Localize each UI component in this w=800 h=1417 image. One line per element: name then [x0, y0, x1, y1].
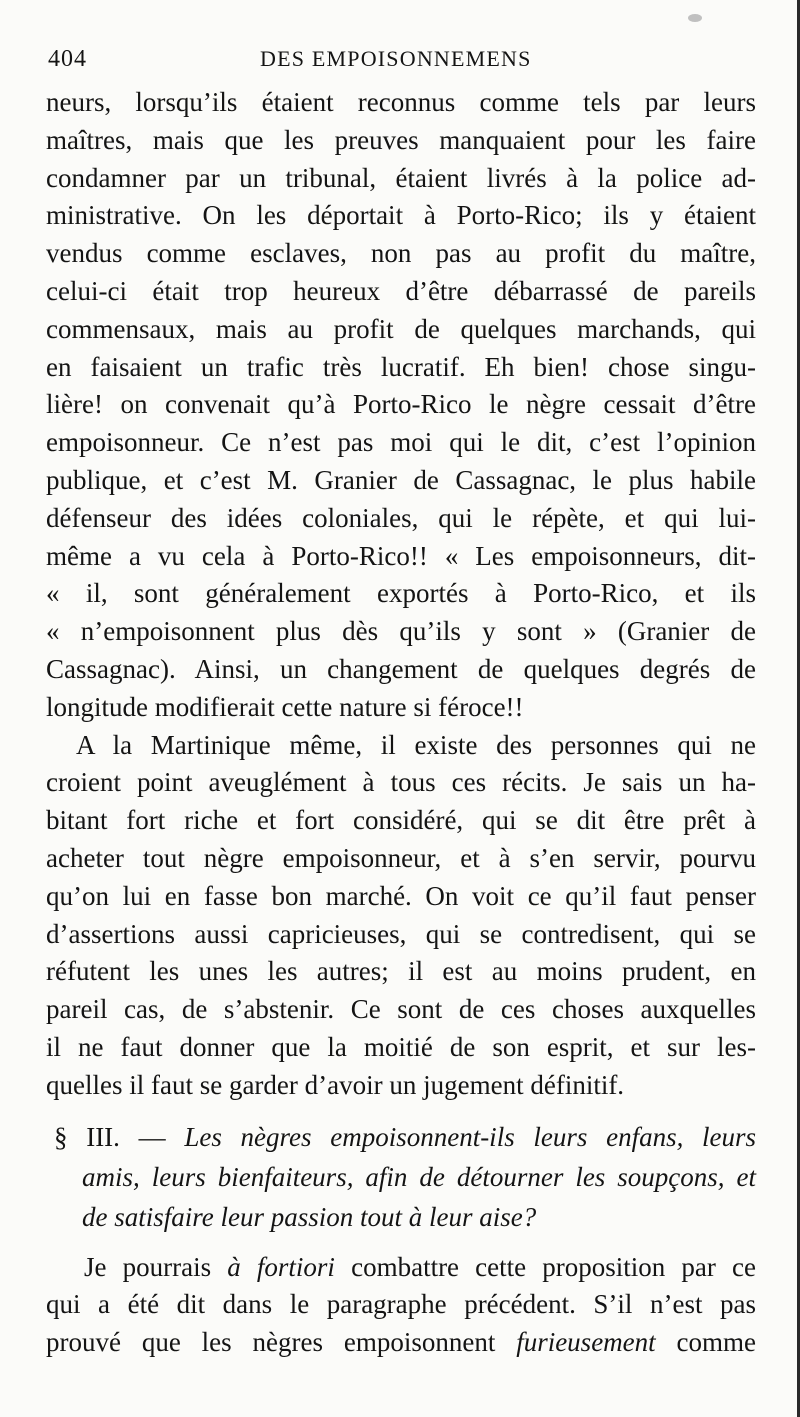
text-line: longitude modifierait cette nature si féroce!!	[46, 691, 524, 722]
text-line: même a vu cela à Porto-Rico!! « Les empoisonneurs, dit-	[46, 540, 756, 571]
section-title-text: Les nègres empoisonnent-ils leurs enfans, leurs	[184, 1121, 757, 1152]
section-heading-line	[46, 1117, 756, 1157]
text-line: bitant fort riche et fort considéré, qui se dit être prêt à	[46, 805, 756, 836]
text-line: réfutent les unes les autres; il est au moins prudent, en	[46, 956, 756, 987]
text-line: quelles il faut se garder d’avoir un jugement définitif.	[46, 1069, 625, 1100]
text-line: empoisonneur. Ce n’est pas moi qui le dit, c’est l’opinion	[46, 427, 756, 458]
text-line	[46, 1324, 756, 1362]
running-head	[46, 38, 756, 78]
text-line: vendus comme esclaves, non pas au profit du maître,	[46, 238, 756, 269]
section-mark: §	[54, 1121, 68, 1152]
text-line: « il, sont généralement exportés à Porto-Rico, et ils	[46, 578, 756, 609]
text-line	[46, 1249, 756, 1287]
text-line: pareil cas, de s’abstenir. Ce sont de ces choses auxquelles	[46, 994, 756, 1025]
section-heading-line: de satisfaire leur passion tout à leur aise?	[82, 1201, 537, 1232]
text-line: celui-ci était trop heureux d’être débarrassé de pareils	[46, 275, 756, 306]
paragraph-3	[46, 1249, 756, 1362]
paragraph-2	[46, 727, 756, 1105]
text-run: combattre cette proposition par ce	[351, 1251, 757, 1282]
text-line: croient point aveuglément à tous ces récits. Je sais un ha-	[46, 767, 756, 798]
text-line: qu’on lui en fasse bon marché. On voit ce qu’il faut penser	[46, 880, 756, 911]
italic-text-run: à fortiori	[227, 1251, 335, 1282]
text-line: commensaux, mais au profit de quelques marchands, qui	[46, 313, 756, 344]
section-dash: —	[138, 1121, 166, 1152]
italic-text-run: furieusement	[516, 1327, 656, 1358]
page-number: 404	[48, 46, 87, 72]
text-line: qui a été dit dans le paragraphe précédent. S’il n’est pas	[46, 1289, 756, 1320]
text-line: en faisaient un trafic très lucratif. Eh bien! chose singu-	[46, 351, 756, 382]
text-line: ministrative. On les déportait à Porto-Rico; ils y étaient	[46, 200, 756, 231]
text-line: il ne faut donner que la moitié de son esprit, et sur les-	[46, 1031, 756, 1062]
ink-smudge	[688, 14, 702, 22]
text-run: comme	[676, 1327, 757, 1358]
text-line: lière! on convenait qu’à Porto-Rico le nègre cessait d’être	[46, 389, 756, 420]
text-line: Cassagnac). Ainsi, un changement de quelques degrés de	[46, 653, 756, 684]
text-line: condamner par un tribunal, étaient livrés à la police ad-	[46, 162, 756, 193]
text-line: défenseur des idées coloniales, qui le répète, et qui lui-	[46, 502, 756, 533]
text-line: acheter tout nègre empoisonneur, et à s’en servir, pourvu	[46, 842, 756, 873]
section-number: III.	[86, 1121, 120, 1152]
text-line: d’assertions aussi capricieuses, qui se contredisent, qui se	[46, 918, 756, 949]
section-heading-line: amis, leurs bienfaiteurs, afin de détourner les soupçons, et	[82, 1161, 756, 1192]
text-run: prouvé que les nègres empoisonnent	[46, 1327, 496, 1358]
text-line: neurs, lorsqu’ils étaient reconnus comme tels par leurs	[46, 87, 756, 117]
text-line: A la Martinique même, il existe des personnes qui ne	[76, 729, 756, 760]
text-run: Je pourrais	[84, 1251, 212, 1282]
text-line: maîtres, mais que les preuves manquaient pour les faire	[46, 124, 756, 155]
text-line: publique, et c’est M. Granier de Cassagnac, le plus habile	[46, 464, 756, 495]
section-heading	[46, 1117, 756, 1237]
paragraph-1	[46, 84, 756, 727]
running-title: DES EMPOISONNEMENS	[260, 46, 532, 71]
text-line: « n’empoisonnent plus dès qu’ils y sont » (Granier de	[46, 616, 756, 647]
